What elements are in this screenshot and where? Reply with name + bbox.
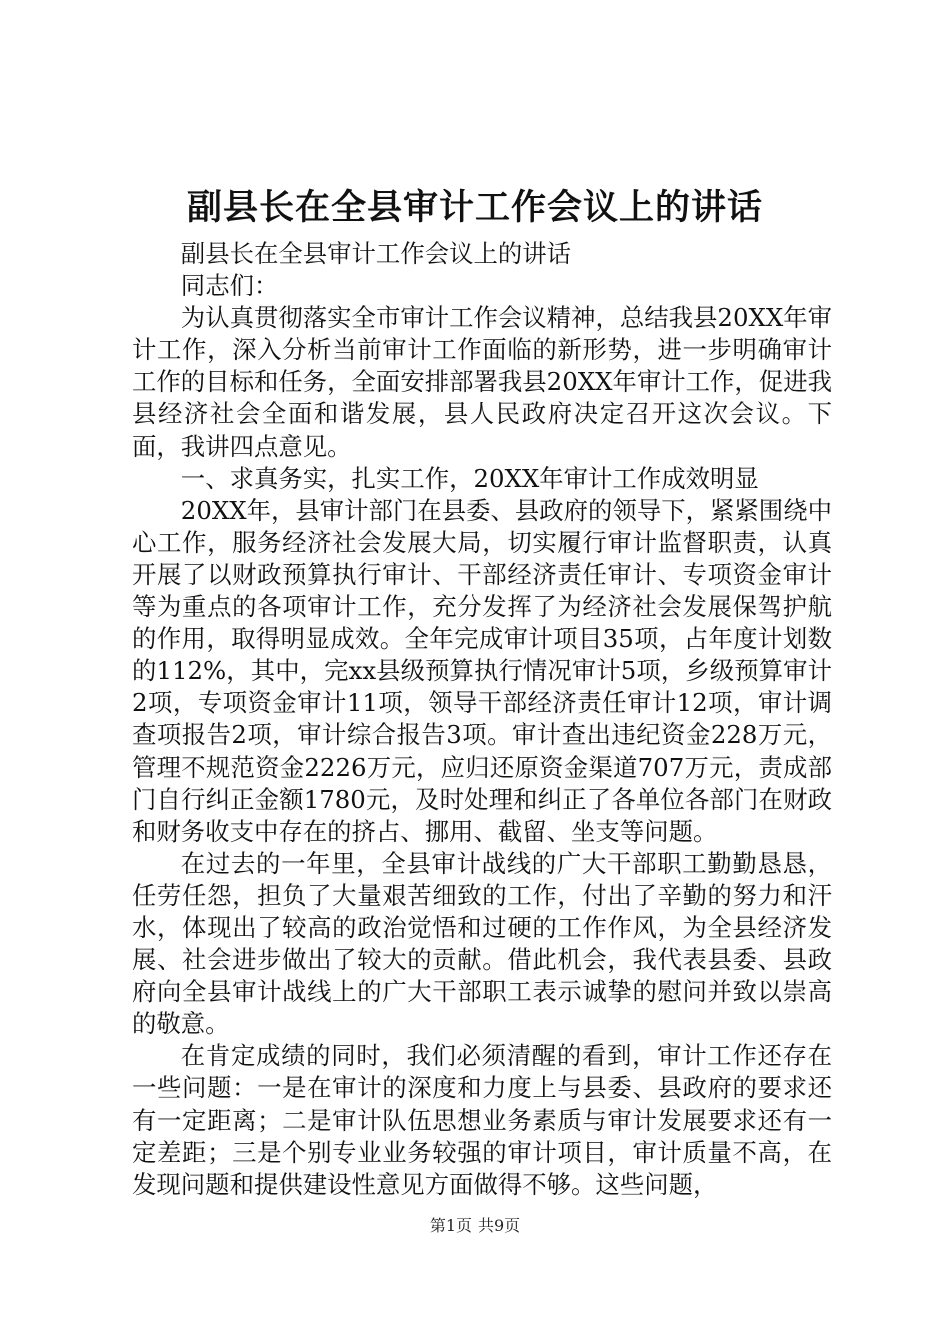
appreciation-paragraph: 在过去的一年里，全县审计战线的广大干部职工勤勤恳恳，任劳任怨，担负了大量艰苦细致的工作，付出了辛勤的努力和汗水，体现出了较高的政治觉悟和过硬的工作作风，为全县经济发展、社会进步做出了较大的贡献。借此机会，我代表县委、县政府向全县审计战线上的广大干部职工表示诚挚的慰问并致以崇高的敬意。 [132, 848, 832, 1039]
achievements-paragraph: 20XX年，县审计部门在县委、县政府的领导下，紧紧围绕中心工作，服务经济社会发展大局，切实履行审计监督职责，认真开展了以财政预算执行审计、干部经济责任审计、专项资金审计等为重点的各项审计工作，充分发挥了为经济社会发展保驾护航的作用，取得明显成效。全年完成审计项目35项，占年度计划数的112%，其中，完xx县级预算执行情况审计5项，乡级预算审计2项，专项资金审计11项，领导干部经济责任审计12项，审计调查项报告2项，审计综合报告3项。审计查出违纪资金228万元，管理不规范资金2226万元，应归还原资金渠道707万元，责成部门自行纠正金额1780元，及时处理和纠正了各单位各部门在财政和财务收支中存在的挤占、挪用、截留、坐支等问题。 [132, 495, 832, 846]
problems-paragraph: 在肯定成绩的同时，我们必须清醒的看到，审计工作还存在一些问题：一是在审计的深度和力度上与县委、县政府的要求还有一定距离；二是审计队伍思想业务素质与审计发展要求还有一定差距；三是个别专业业务较强的审计项目，审计质量不高，在发现问题和提供建设性意见方面做得不够。这些问题， [132, 1041, 832, 1199]
intro-paragraph: 为认真贯彻落实全市审计工作会议精神，总结我县20XX年审计工作，深入分析当前审计工作面临的新形势，进一步明确审计工作的目标和任务，全面安排部署我县20XX年审计工作，促进我县经济社会全面和谐发展，县人民政府决定召开这次会议。下面，我讲四点意见。 [132, 303, 832, 461]
section-heading-1: 一、求真务实，扎实工作，20XX年审计工作成效明显 [180, 463, 759, 493]
document-body [132, 238, 832, 1201]
subtitle-paragraph: 副县长在全县审计工作会议上的讲话 [180, 239, 572, 268]
page-number: 第1页 [429, 1216, 472, 1235]
page-footer [0, 1215, 950, 1237]
page-total: 共9页 [478, 1216, 521, 1235]
salutation-paragraph: 同志们： [180, 271, 279, 301]
document-title: 副县长在全县审计工作会议上的讲话 [186, 187, 763, 228]
